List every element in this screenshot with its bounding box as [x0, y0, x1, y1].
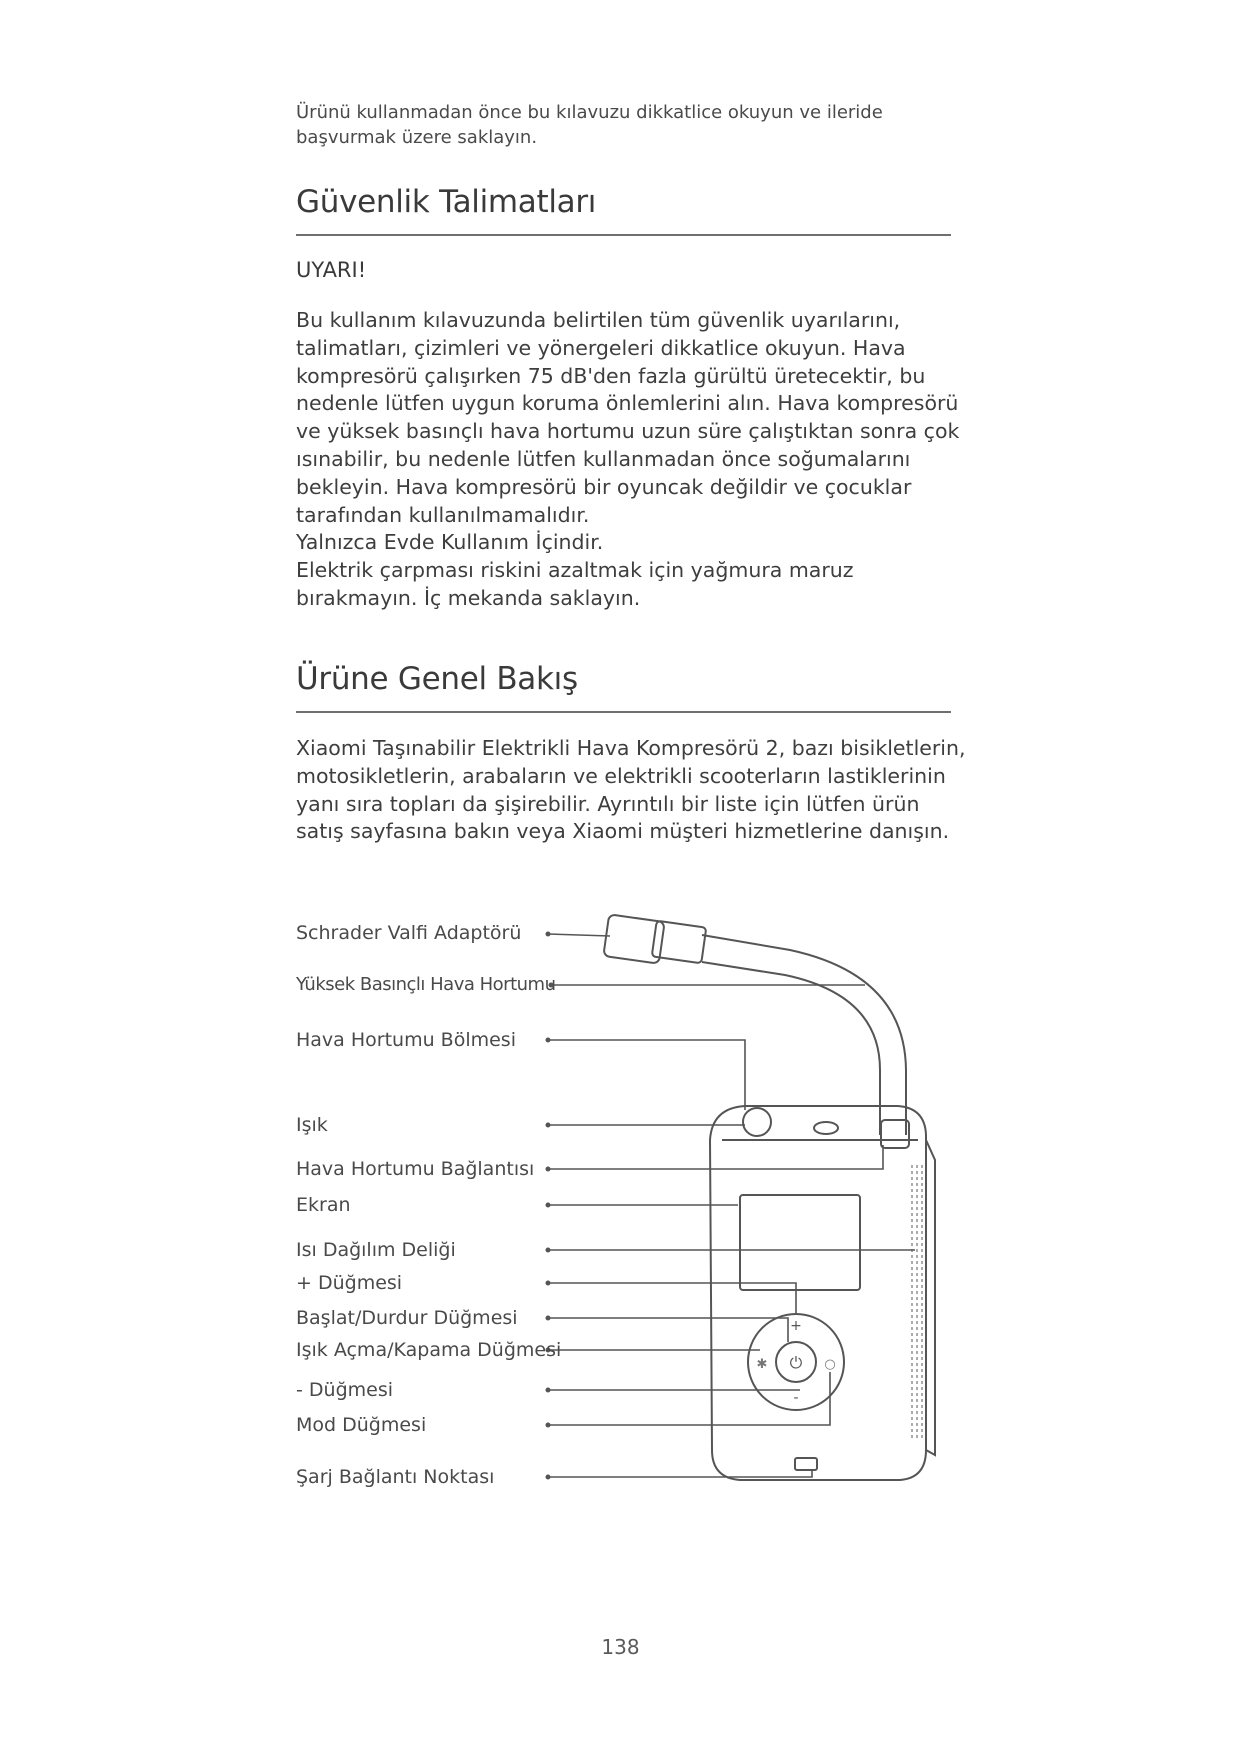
label-charging-port: Şarj Bağlantı Noktası [296, 1466, 495, 1488]
mode-icon: ○ [824, 1357, 836, 1372]
intro-text: Ürünü kullanmadan önce bu kılavuzu dikkatlice okuyun ve ileride başvurmak üzere saklayın. [296, 102, 883, 148]
label-light-toggle-button: Işık Açma/Kapama Düğmesi [296, 1339, 562, 1361]
label-start-stop-button: Başlat/Durdur Düğmesi [296, 1307, 518, 1329]
label-plus-button: + Düğmesi [296, 1272, 403, 1294]
safety-paragraph: Bu kullanım kılavuzunda belirtilen tüm güvenlik uyarılarını, talimatları, çizimleri ve yönergeleri dikkatlice okuyun. Hava kompresörü çalışırken 75 dB'den fazla gürültü üretecektir, bu nedenle lütfen uygun koruma önlemlerini alın. Hava kompresörü ve yüksek basınçlı hava hortumu uzun süre çalıştıktan sonra çok ısınabilir, bu nedenle lütfen kullanmadan önce soğumalarını bekleyin. Hava kompresörü bir oyuncak değildir ve çocuklar tarafından kullanılmamalıdır. [296, 308, 960, 527]
label-high-pressure-hose: Yüksek Basınçlı Hava Hortumu [296, 974, 556, 995]
label-valve-adaptor: Schrader Valfi Adaptörü [296, 922, 522, 944]
power-icon: ⏻ [789, 1353, 803, 1372]
hose-port-shape [814, 1122, 838, 1134]
label-hose-compartment: Hava Hortumu Bölmesi [296, 1029, 516, 1051]
charge-port-shape [795, 1458, 817, 1470]
safety-title: Güvenlik Talimatları [296, 184, 951, 236]
safety-paragraph: Yalnızca Evde Kullanım İçindir. [296, 530, 604, 555]
overview-paragraph: Xiaomi Taşınabilir Elektrikli Hava Kompresörü 2, bazı bisikletlerin, motosikletlerin, arabaların ve elektrikli scooterların lastiklerinin yanı sıra topları da şişirebilir. Ayrıntılı bir liste için lütfen ürün satış sayfasına bakın veya Xiaomi müşteri hizmetlerine danışın. [296, 736, 966, 844]
valve-adaptor-body [652, 921, 707, 964]
label-mode-button: Mod Düğmesi [296, 1414, 427, 1436]
plus-symbol: + [790, 1318, 802, 1334]
label-minus-button: - Düğmesi [296, 1379, 394, 1401]
screen-shape [740, 1195, 860, 1290]
label-hose-connection: Hava Hortumu Bağlantısı [296, 1158, 535, 1180]
vent-holes [912, 1165, 922, 1440]
label-light: Işık [296, 1114, 328, 1136]
warning-heading: UYARI! [296, 258, 367, 282]
overview-title: Ürüne Genel Bakış [296, 661, 951, 713]
label-screen: Ekran [296, 1194, 351, 1216]
minus-symbol: - [793, 1390, 799, 1406]
light-shape [743, 1108, 771, 1136]
page-number: 138 [601, 1635, 640, 1659]
compressor-side [926, 1140, 935, 1455]
hose-connector-shape [881, 1120, 909, 1148]
label-heat-vent: Isı Dağılım Deliği [296, 1239, 456, 1261]
compressor-body [710, 1106, 926, 1480]
light-icon: ✱ [756, 1357, 768, 1372]
safety-paragraph: Elektrik çarpması riskini azaltmak için yağmura maruz bırakmayın. İç mekanda saklayın. [296, 558, 854, 610]
